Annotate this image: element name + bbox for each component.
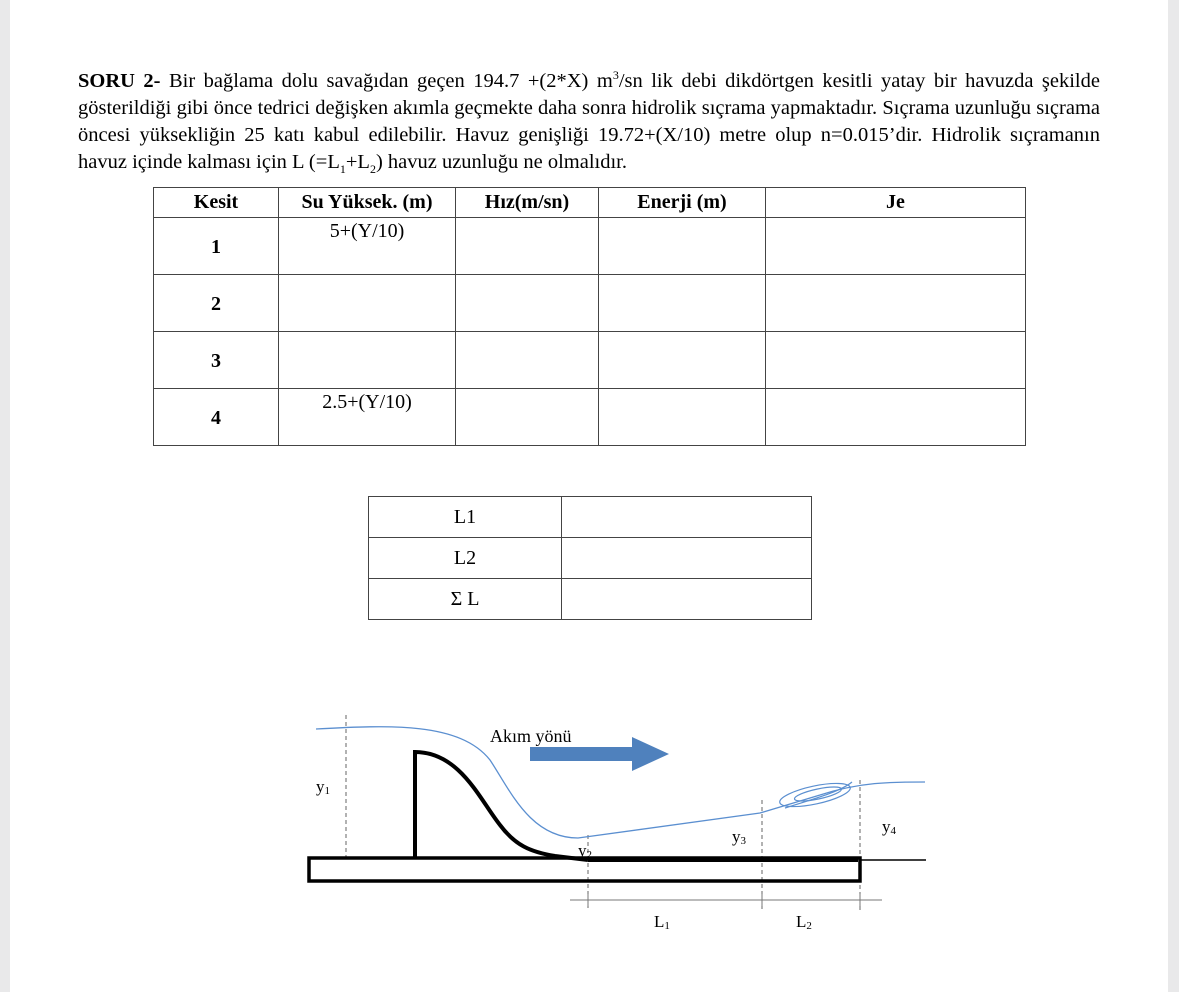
header-su-yuksek: Su Yüksek. (m) xyxy=(279,188,456,218)
L2-label: L2 xyxy=(796,912,812,932)
kesit-cell: 3 xyxy=(154,332,279,389)
subscript-2: 2 xyxy=(369,161,376,176)
water-surface-line xyxy=(316,727,925,838)
L1-label: L1 xyxy=(654,912,670,932)
y1-label: y1 xyxy=(316,777,330,797)
question-label: SORU 2- xyxy=(78,69,161,92)
superscript-3: 3 xyxy=(612,68,619,82)
header-enerji: Enerji (m) xyxy=(599,188,766,218)
weir-structure xyxy=(415,752,588,860)
flow-direction-label: Akım yönü xyxy=(490,726,572,746)
weir-diagram xyxy=(10,0,1168,992)
header-hiz: Hız(m/sn) xyxy=(456,188,599,218)
kesit-cell: 4 xyxy=(154,389,279,446)
kesit-cell: 1 xyxy=(154,218,279,275)
hydraulic-jump-roller xyxy=(778,779,852,812)
subscript-1: 1 xyxy=(339,161,346,176)
kesit-cell: 2 xyxy=(154,275,279,332)
length-label: L2 xyxy=(369,538,562,579)
length-label: Σ L xyxy=(369,579,562,620)
length-label: L1 xyxy=(369,497,562,538)
height-cell: 2.5+(Y/10) xyxy=(279,389,456,446)
header-je: Je xyxy=(766,188,1026,218)
question-text-part1: Bir bağlama dolu savağıdan geçen 194.7 +(2*X) m xyxy=(169,69,613,92)
y2-label: y2 xyxy=(578,841,592,861)
header-kesit: Kesit xyxy=(154,188,279,218)
question-plus: +L xyxy=(345,150,370,173)
question-text-part3: ) havuz uzunluğu ne olmalıdır. xyxy=(375,150,628,173)
question-text-part2: /sn lik debi dikdörtgen kesitli yatay bir havuzda şekilde gösterildiği gibi önce tedrici değişken akımla geçmekte daha sonra hidrolik sıçrama yapmaktadır. Sıçrama uzunluğu sıçrama öncesi yüksekliğin 25 katı kabul edilebilir. Havuz genişliği 19.72+(X/10) metre olup n=0.015’dir. Hidrolik sıçramanın havuz içinde kalması için L (=L xyxy=(78,69,1100,173)
height-cell: 5+(Y/10) xyxy=(279,218,456,275)
y4-label: y4 xyxy=(882,817,896,837)
y3-label: y3 xyxy=(732,827,746,847)
document-page xyxy=(10,0,1168,992)
